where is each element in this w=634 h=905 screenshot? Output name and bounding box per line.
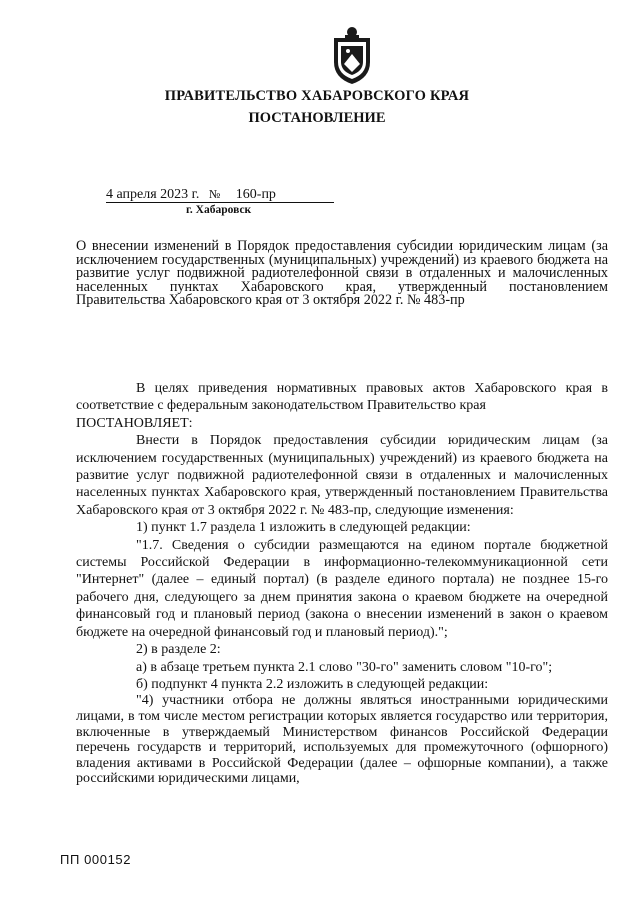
main-clause-paragraph: Внести в Порядок предоставления субсидии юридическим лицам (за исключением государственных (муниципальных) учреждений) из краевого бюджета на развитие услуг подвижной радиотелефонной связи в отдаленных и малочисленных населенных пунктах Хабаровского края, утвержденный постановлением Правительства Хабаровского края от 3 октября 2022 г. № 483-пр, следующие изменения:: [76, 433, 608, 518]
document-body: [76, 380, 608, 787]
item-2b-text: "4) участники отбора не должны являться иностранными юридическими лицами, в том числе местом регистрации которых является государство или территория, включенные в утверждаемый Министерством финансов Российской Федерации перечень государств и территорий, используемых для промежуточного (офшорного) владения активами в Российской Федерации (далее – офшорные компании), а также российскими юридическими лицами,: [76, 693, 608, 787]
footer-code: ПП 000152: [60, 852, 132, 867]
item-1: 1) пункт 1.7 раздела 1 изложить в следующей редакции:: [136, 520, 471, 536]
coat-of-arms-icon: [328, 24, 376, 86]
decree-word: ПОСТАНОВЛЯЕТ:: [76, 415, 193, 431]
number-sign: №: [208, 187, 221, 201]
item-2b: б) подпункт 4 пункта 2.2 изложить в следующей редакции:: [136, 676, 489, 692]
document-subject: О внесении изменений в Порядок предоставления субсидии юридическим лицам (за исключением государственных (муниципальных) учреждений) из краевого бюджета на развитие услуг подвижной радиотелефонной связи в отдаленных и малочисленных населенных пунктах Хабаровского края, утвержденный постановлением Правительства Хабаровского края от 3 октября 2022 г. № 483-пр: [76, 238, 608, 309]
item-2a: а) в абзаце третьем пункта 2.1 слово "30-го" заменить словом "10-го";: [136, 659, 553, 675]
document-type: ПОСТАНОВЛЕНИЕ: [248, 110, 386, 126]
document-city: г. Хабаровск: [186, 204, 252, 216]
document-date: 4 апреля 2023 г.: [106, 187, 200, 202]
item-1-text: "1.7. Сведения о субсидии размещаются на едином портале бюджетной системы Российской Федерации в информационно-телекоммуникационной сети "Интернет" (далее – единый портал) (в разделе единого портала) не позднее 15-го рабочего дня, следующего за днем принятия закона о краевом бюджете на очередной финансовый год и плановый период (закона о внесении изменений в закон о краевом бюджете на очередной финансовый год и плановый период).";: [76, 537, 608, 640]
preamble-paragraph: В целях приведения нормативных правовых актов Хабаровского края в соответствие с федеральным законодательством Правительство края: [76, 381, 608, 414]
item-2: 2) в разделе 2:: [136, 642, 221, 658]
government-title: ПРАВИТЕЛЬСТВО ХАБАРОВСКОГО КРАЯ: [164, 88, 470, 104]
registration-line: [106, 186, 334, 203]
document-number: 160-пр: [235, 187, 276, 202]
